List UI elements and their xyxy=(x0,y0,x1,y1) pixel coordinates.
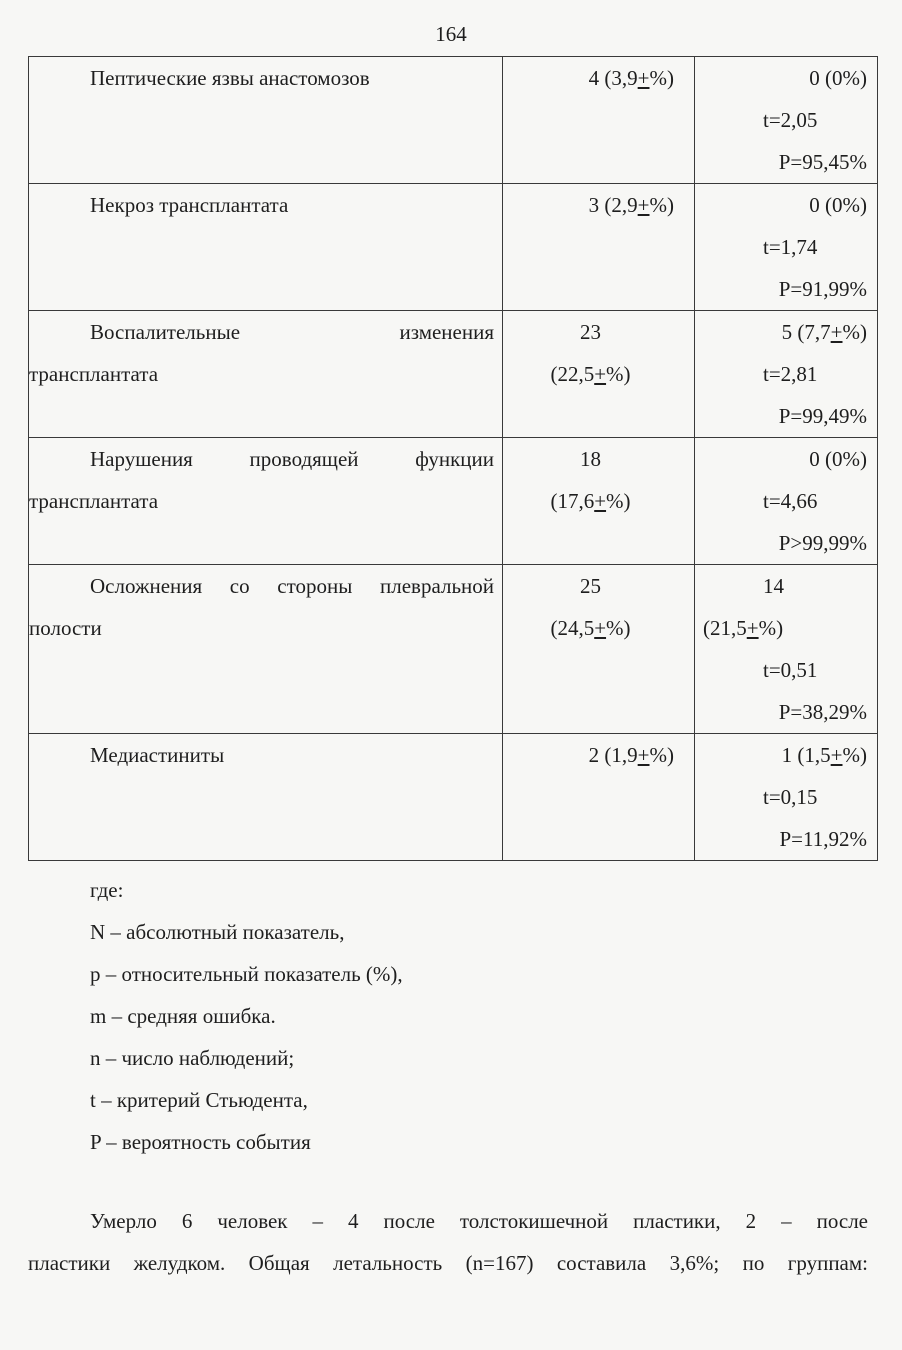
probability: P=95,45% xyxy=(778,150,867,174)
group1-percent: (22,5+%) xyxy=(550,362,631,386)
probability: P=11,92% xyxy=(779,827,867,851)
complication-name-cell xyxy=(29,734,503,861)
group2-value-cell xyxy=(695,438,878,565)
table-row xyxy=(29,311,878,438)
legend xyxy=(90,869,403,1163)
complication-name-cont: полости xyxy=(29,616,102,640)
table-row xyxy=(29,184,878,311)
student-t: t=0,51 xyxy=(763,658,818,682)
group1-count: 18 xyxy=(580,447,601,471)
complication-name-cell xyxy=(29,184,503,311)
group2-count: 1 (1,5+%) xyxy=(781,743,867,767)
complication-name: Нарушения проводящей функции xyxy=(90,447,494,471)
group1-percent: (17,6+%) xyxy=(550,489,631,513)
group1-count: 3 (2,9+%) xyxy=(588,193,674,217)
group1-count: 23 xyxy=(580,320,601,344)
complication-name: Некроз трансплантата xyxy=(90,193,289,217)
group1-value-cell xyxy=(503,57,695,184)
group1-count: 2 (1,9+%) xyxy=(588,743,674,767)
student-t: t=2,81 xyxy=(763,362,818,386)
group2-value-cell xyxy=(695,734,878,861)
complication-name: Медиастиниты xyxy=(90,743,225,767)
legend-item: P – вероятность события xyxy=(90,1130,311,1154)
paragraph-line: пластики желудком. Общая летальность (n=167) составила 3,6%; по группам: xyxy=(28,1251,868,1275)
probability: P=38,29% xyxy=(778,700,867,724)
group1-value-cell xyxy=(503,734,695,861)
legend-title: где: xyxy=(90,878,124,902)
legend-item: p – относительный показатель (%), xyxy=(90,962,403,986)
table-row xyxy=(29,565,878,734)
student-t: t=0,15 xyxy=(763,785,818,809)
group2-value-cell xyxy=(695,311,878,438)
complication-name: Воспалительные изменения xyxy=(90,320,494,344)
body-paragraph xyxy=(28,1200,868,1284)
probability: P=91,99% xyxy=(778,277,867,301)
group1-value-cell xyxy=(503,565,695,734)
complication-name-cont: трансплантата xyxy=(29,489,159,513)
group1-value-cell xyxy=(503,311,695,438)
group2-percent: (21,5+%) xyxy=(703,616,784,640)
group2-count: 0 (0%) xyxy=(809,193,867,217)
complication-name: Осложнения со стороны плевральной xyxy=(90,574,494,598)
group2-count: 5 (7,7+%) xyxy=(781,320,867,344)
complication-name-cont: трансплантата xyxy=(29,362,159,386)
probability: P=99,49% xyxy=(778,404,867,428)
group1-count: 4 (3,9+%) xyxy=(588,66,674,90)
complication-name-cell xyxy=(29,438,503,565)
legend-item: m – средняя ошибка. xyxy=(90,1004,276,1028)
student-t: t=2,05 xyxy=(763,108,818,132)
table-row xyxy=(29,57,878,184)
student-t: t=4,66 xyxy=(763,489,818,513)
student-t: t=1,74 xyxy=(763,235,818,259)
complication-name-cell xyxy=(29,565,503,734)
probability: P>99,99% xyxy=(778,531,867,555)
group2-value-cell xyxy=(695,565,878,734)
legend-item: N – абсолютный показатель, xyxy=(90,920,345,944)
group2-value-cell xyxy=(695,57,878,184)
complication-name: Пептические язвы анастомозов xyxy=(90,66,370,90)
complication-name-cell xyxy=(29,311,503,438)
group1-value-cell xyxy=(503,438,695,565)
paragraph-line: Умерло 6 человек – 4 после толстокишечной пластики, 2 – после xyxy=(90,1209,868,1233)
group2-count: 14 xyxy=(763,574,784,598)
table-row xyxy=(29,438,878,565)
group1-count: 25 xyxy=(580,574,601,598)
group2-count: 0 (0%) xyxy=(809,447,867,471)
page-number: 164 xyxy=(435,22,467,46)
complication-name-cell xyxy=(29,57,503,184)
group2-value-cell xyxy=(695,184,878,311)
group2-count: 0 (0%) xyxy=(809,66,867,90)
legend-item: t – критерий Стьюдента, xyxy=(90,1088,308,1112)
complications-table xyxy=(28,56,878,861)
legend-item: n – число наблюдений; xyxy=(90,1046,295,1070)
table-row xyxy=(29,734,878,861)
group1-percent: (24,5+%) xyxy=(550,616,631,640)
group1-value-cell xyxy=(503,184,695,311)
